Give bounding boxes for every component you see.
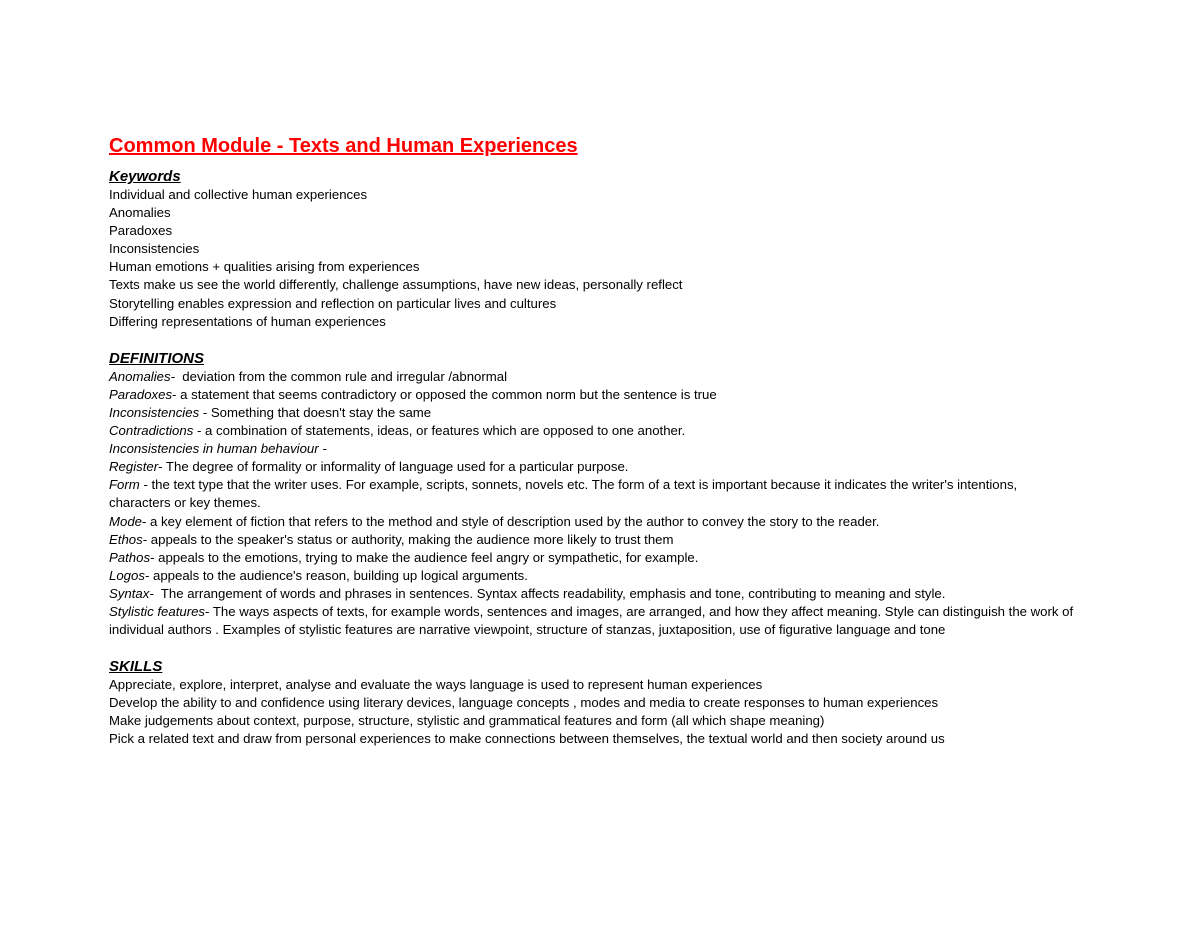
definition-text: - a statement that seems contradictory or opposed the common norm but the sentence is true [172,386,717,402]
definition-term: Syntax- [109,585,154,601]
definition-term: Register [109,459,159,475]
keyword-item: Texts make us see the world differently, challenge assumptions, have new ideas, personally reflect [109,277,683,293]
skill-item: Pick a related text and draw from personal experiences to make connections between themselves, the textual world and then society around us [109,731,945,747]
definition-item [109,476,1079,512]
definition-text: - The ways aspects of texts, for example words, sentences and images, are arranged, and how they affect meaning. Style can distinguish the work of individual authors . Examples of stylistic features are narrative viewpoint, structure of stanzas, juxtaposition, use of figurative language and tone [109,603,1077,638]
definition-text: deviation from the common rule and irregular /abnormal [174,368,508,384]
definition-text: - a combination of statements, ideas, or features which are opposed to one another. [193,423,686,439]
definition-item [109,422,1079,440]
keyword-item: Inconsistencies [109,241,200,257]
definition-item [109,458,1079,476]
definitions-section [109,349,1079,639]
definition-item [109,603,1079,639]
skill-item: Develop the ability to and confidence using literary devices, language concepts , modes and media to create responses to human experiences [109,695,939,711]
skills-section [109,657,1079,748]
keywords-section [109,167,1079,331]
keyword-item: Storytelling enables expression and reflection on particular lives and cultures [109,295,557,311]
definition-item [109,513,1079,531]
definition-term: Contradictions [109,423,194,439]
definition-term: Pathos [109,549,151,565]
keywords-heading: Keywords [109,168,181,185]
keywords-list [109,186,1079,331]
definition-text: - The degree of formality or informality of language used for a particular purpose. [158,459,629,475]
definition-term: Stylistic features [109,603,206,619]
keyword-item: Anomalies [109,205,171,221]
definition-item [109,440,1079,458]
keyword-item: Individual and collective human experiences [109,187,368,202]
definitions-heading: DEFINITIONS [109,349,205,367]
definition-text: - the text type that the writer uses. For example, scripts, sonnets, novels etc. The form of a text is important because it indicates the writer's intentions, characters or key themes. [109,477,1021,511]
definition-text: - appeals to the speaker's status or authority, making the audience more likely to trust them [142,531,674,547]
definition-term: Mode [109,513,142,529]
definition-item [109,368,1079,386]
definition-text: - appeals to the emotions, trying to make the audience feel angry or sympathetic, for example. [150,549,699,565]
document-page [109,133,1079,749]
definition-text: - Something that doesn't stay the same [199,404,432,420]
definition-term: Ethos [109,531,143,547]
section-spacer [109,331,1079,349]
document-title: Common Module - Texts and Human Experiences [109,135,578,157]
skill-item: Make judgements about context, purpose, structure, stylistic and grammatical features and form (all which shape meaning) [109,713,825,729]
keyword-item: Differing representations of human experiences [109,313,386,329]
keyword-item: Human emotions + qualities arising from experiences [109,259,420,275]
definition-text: - a key element of fiction that refers to the method and style of description used by the author to convey the story to the reader. [142,513,880,529]
definition-text: The arrangement of words and phrases in sentences. Syntax affects readability, emphasis and tone, contributing to meaning and style. [153,585,946,601]
definition-item [109,404,1079,422]
definition-item [109,549,1079,567]
skills-heading: SKILLS [109,658,163,676]
definition-term: Form [109,477,140,493]
definition-term: Anomalies- [109,368,175,384]
keyword-item: Paradoxes [109,223,173,239]
definition-item [109,386,1079,404]
definition-term: Inconsistencies [109,404,200,420]
section-spacer [109,639,1079,657]
definition-item [109,567,1079,585]
definition-text: - appeals to the audience's reason, building up logical arguments. [144,567,528,583]
skill-item: Appreciate, explore, interpret, analyse and evaluate the ways language is used to represent human experiences [109,677,763,693]
definition-term: Paradoxes [109,386,173,402]
definitions-list [109,368,1079,639]
definition-item [109,531,1079,549]
definition-term: Inconsistencies in human behaviour - [109,441,327,457]
definition-term: Logos [109,567,145,583]
skills-list [109,676,1079,748]
definition-item [109,585,1079,603]
